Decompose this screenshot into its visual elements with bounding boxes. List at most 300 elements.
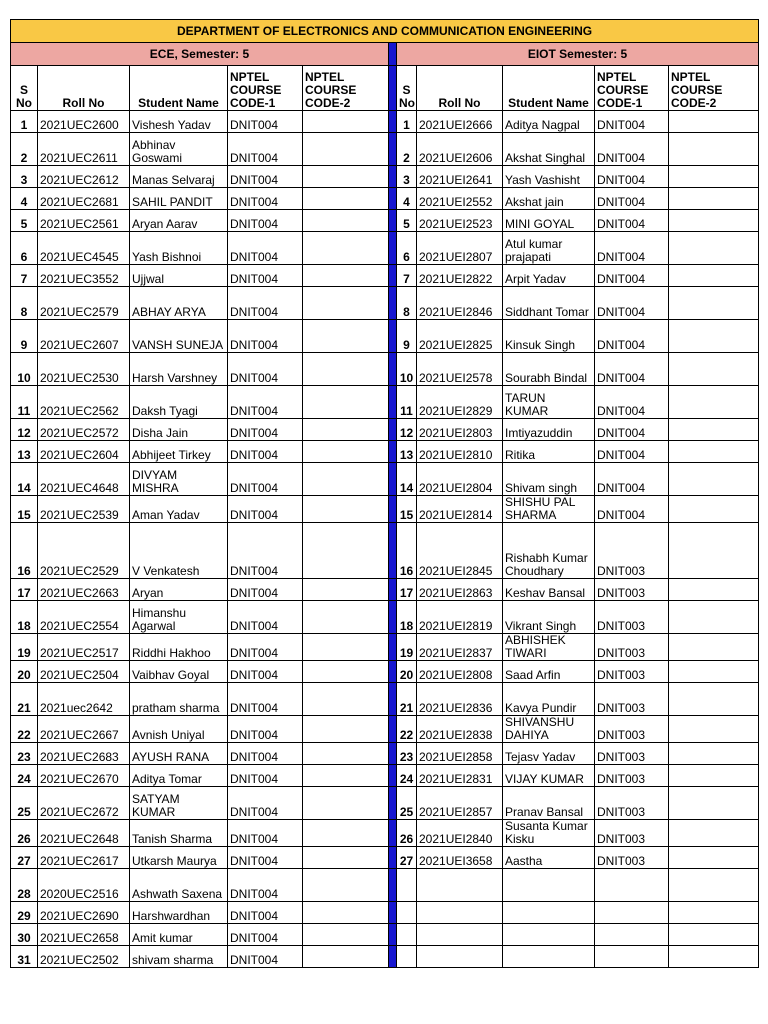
ece-student-name: DIVYAM MISHRA bbox=[130, 463, 228, 496]
eiot-course-code-1: DNIT004 bbox=[595, 419, 669, 441]
empty-cell bbox=[595, 946, 669, 968]
eiot-sno: 2 bbox=[397, 133, 417, 166]
eiot-sno-header: S No bbox=[397, 66, 417, 111]
table-row bbox=[11, 902, 759, 924]
ece-student-name: shivam sharma bbox=[130, 946, 228, 968]
eiot-code1-header: NPTEL COURSE CODE-1 bbox=[595, 66, 669, 111]
eiot-roll-no: 2021UEI2808 bbox=[417, 661, 503, 683]
eiot-student-name: Sourabh Bindal bbox=[503, 353, 595, 386]
ece-student-name: Daksh Tyagi bbox=[130, 386, 228, 419]
eiot-student-name: Siddhant Tomar bbox=[503, 287, 595, 320]
empty-cell bbox=[669, 902, 759, 924]
student-course-sheet bbox=[10, 19, 758, 968]
eiot-student-name: TARUN KUMAR bbox=[503, 386, 595, 419]
eiot-course-code-1: DNIT003 bbox=[595, 634, 669, 661]
eiot-course-code-2 bbox=[669, 265, 759, 287]
ece-course-code-2 bbox=[303, 166, 389, 188]
ece-course-code-2 bbox=[303, 441, 389, 463]
empty-cell bbox=[595, 902, 669, 924]
ece-course-code-2 bbox=[303, 661, 389, 683]
ece-sno: 30 bbox=[11, 924, 38, 946]
eiot-course-code-2 bbox=[669, 743, 759, 765]
ece-roll-no: 2021UEC2600 bbox=[38, 111, 130, 133]
ece-roll-no: 2021UEC4648 bbox=[38, 463, 130, 496]
ece-course-code-2 bbox=[303, 924, 389, 946]
eiot-student-name: SHIVANSHU DAHIYA bbox=[503, 716, 595, 743]
ece-course-code-2 bbox=[303, 847, 389, 869]
ece-course-code-1: DNIT004 bbox=[228, 287, 303, 320]
eiot-student-name: Shivam singh bbox=[503, 463, 595, 496]
ece-course-code-2 bbox=[303, 820, 389, 847]
ece-roll-no: 2021UEC2681 bbox=[38, 188, 130, 210]
eiot-roll-no: 2021UEI2807 bbox=[417, 232, 503, 265]
ece-course-code-2 bbox=[303, 188, 389, 210]
ece-course-code-1: DNIT004 bbox=[228, 579, 303, 601]
eiot-student-name: Kavya Pundir bbox=[503, 683, 595, 716]
eiot-sno: 13 bbox=[397, 441, 417, 463]
ece-course-code-2 bbox=[303, 946, 389, 968]
ece-course-code-2 bbox=[303, 111, 389, 133]
ece-course-code-2 bbox=[303, 716, 389, 743]
ece-course-code-1: DNIT004 bbox=[228, 133, 303, 166]
section-separator bbox=[389, 902, 397, 924]
ece-course-code-2 bbox=[303, 683, 389, 716]
eiot-course-code-2 bbox=[669, 523, 759, 579]
ece-sno: 18 bbox=[11, 601, 38, 634]
eiot-course-code-1: DNIT003 bbox=[595, 765, 669, 787]
section-separator bbox=[389, 683, 397, 716]
ece-roll-no: 2021UEC4545 bbox=[38, 232, 130, 265]
eiot-course-code-2 bbox=[669, 496, 759, 523]
section-separator bbox=[389, 924, 397, 946]
ece-sno: 10 bbox=[11, 353, 38, 386]
eiot-course-code-2 bbox=[669, 601, 759, 634]
ece-roll-no: 2021UEC2539 bbox=[38, 496, 130, 523]
table-row bbox=[11, 188, 759, 210]
section-separator bbox=[389, 869, 397, 902]
ece-roll-no: 2021UEC2504 bbox=[38, 661, 130, 683]
ece-student-name: Tanish Sharma bbox=[130, 820, 228, 847]
table-row bbox=[11, 287, 759, 320]
ece-sno: 7 bbox=[11, 265, 38, 287]
eiot-course-code-1: DNIT004 bbox=[595, 232, 669, 265]
eiot-semester-header: EIOT Semester: 5 bbox=[397, 43, 759, 66]
eiot-sno: 7 bbox=[397, 265, 417, 287]
empty-cell bbox=[503, 902, 595, 924]
section-separator bbox=[389, 820, 397, 847]
eiot-course-code-2 bbox=[669, 353, 759, 386]
table-row bbox=[11, 924, 759, 946]
eiot-roll-no: 2021UEI2858 bbox=[417, 743, 503, 765]
table-row bbox=[11, 847, 759, 869]
ece-sno: 4 bbox=[11, 188, 38, 210]
ece-student-name: Vishesh Yadav bbox=[130, 111, 228, 133]
ece-course-code-1: DNIT004 bbox=[228, 820, 303, 847]
ece-student-name: Yash Bishnoi bbox=[130, 232, 228, 265]
eiot-sno: 27 bbox=[397, 847, 417, 869]
eiot-course-code-1: DNIT004 bbox=[595, 188, 669, 210]
eiot-sno: 19 bbox=[397, 634, 417, 661]
eiot-sno: 10 bbox=[397, 353, 417, 386]
table-row bbox=[11, 634, 759, 661]
table-row bbox=[11, 869, 759, 902]
eiot-course-code-2 bbox=[669, 847, 759, 869]
table-row bbox=[11, 661, 759, 683]
eiot-course-code-1: DNIT004 bbox=[595, 441, 669, 463]
ece-roll-no: 2021UEC2617 bbox=[38, 847, 130, 869]
ece-sno: 11 bbox=[11, 386, 38, 419]
ece-sno: 27 bbox=[11, 847, 38, 869]
ece-course-code-2 bbox=[303, 287, 389, 320]
section-separator bbox=[389, 787, 397, 820]
eiot-roll-no: 2021UEI2831 bbox=[417, 765, 503, 787]
eiot-course-code-1: DNIT004 bbox=[595, 265, 669, 287]
eiot-roll-no: 2021UEI2846 bbox=[417, 287, 503, 320]
empty-cell bbox=[669, 946, 759, 968]
section-separator bbox=[389, 496, 397, 523]
ece-sno: 17 bbox=[11, 579, 38, 601]
section-separator bbox=[389, 133, 397, 166]
ece-sno: 6 bbox=[11, 232, 38, 265]
table-row bbox=[11, 166, 759, 188]
section-separator bbox=[389, 66, 397, 111]
ece-semester-header: ECE, Semester: 5 bbox=[11, 43, 389, 66]
table-row bbox=[11, 111, 759, 133]
ece-course-code-1: DNIT004 bbox=[228, 924, 303, 946]
section-separator bbox=[389, 188, 397, 210]
eiot-course-code-1: DNIT004 bbox=[595, 287, 669, 320]
ece-course-code-2 bbox=[303, 869, 389, 902]
ece-course-code-1: DNIT004 bbox=[228, 743, 303, 765]
ece-roll-no: 2021UEC2672 bbox=[38, 787, 130, 820]
empty-cell bbox=[397, 869, 417, 902]
eiot-course-code-2 bbox=[669, 820, 759, 847]
ece-student-name: Riddhi Hakhoo bbox=[130, 634, 228, 661]
ece-student-name: SAHIL PANDIT bbox=[130, 188, 228, 210]
eiot-roll-header: Roll No bbox=[417, 66, 503, 111]
ece-course-code-2 bbox=[303, 523, 389, 579]
eiot-sno: 20 bbox=[397, 661, 417, 683]
ece-sno: 13 bbox=[11, 441, 38, 463]
ece-sno: 9 bbox=[11, 320, 38, 353]
section-separator bbox=[389, 523, 397, 579]
ece-course-code-1: DNIT004 bbox=[228, 787, 303, 820]
eiot-course-code-1: DNIT004 bbox=[595, 111, 669, 133]
eiot-roll-no: 2021UEI2606 bbox=[417, 133, 503, 166]
ece-course-code-1: DNIT004 bbox=[228, 869, 303, 902]
eiot-student-name: SHISHU PAL SHARMA bbox=[503, 496, 595, 523]
eiot-roll-no: 2021UEI2836 bbox=[417, 683, 503, 716]
ece-sno-header: S No bbox=[11, 66, 38, 111]
table-row bbox=[11, 441, 759, 463]
eiot-student-name: ABHISHEK TIWARI bbox=[503, 634, 595, 661]
ece-student-name: Avnish Uniyal bbox=[130, 716, 228, 743]
eiot-roll-no: 2021UEI2845 bbox=[417, 523, 503, 579]
empty-cell bbox=[595, 924, 669, 946]
ece-course-code-2 bbox=[303, 232, 389, 265]
empty-cell bbox=[397, 902, 417, 924]
ece-student-name: Harsh Varshney bbox=[130, 353, 228, 386]
eiot-course-code-2 bbox=[669, 716, 759, 743]
section-separator bbox=[389, 232, 397, 265]
ece-roll-no: 2021UEC2611 bbox=[38, 133, 130, 166]
ece-sno: 31 bbox=[11, 946, 38, 968]
eiot-course-code-1: DNIT004 bbox=[595, 166, 669, 188]
ece-sno: 16 bbox=[11, 523, 38, 579]
eiot-roll-no: 2021UEI2804 bbox=[417, 463, 503, 496]
eiot-course-code-1: DNIT004 bbox=[595, 320, 669, 353]
eiot-roll-no: 2021UEI2837 bbox=[417, 634, 503, 661]
table-row bbox=[11, 601, 759, 634]
eiot-student-name: Yash Vashisht bbox=[503, 166, 595, 188]
section-separator bbox=[389, 210, 397, 232]
eiot-sno: 26 bbox=[397, 820, 417, 847]
ece-course-code-1: DNIT004 bbox=[228, 441, 303, 463]
table-row bbox=[11, 716, 759, 743]
column-header-row bbox=[11, 66, 759, 111]
ece-sno: 8 bbox=[11, 287, 38, 320]
ece-roll-no: 2021UEC2663 bbox=[38, 579, 130, 601]
ece-roll-no: 2021UEC3552 bbox=[38, 265, 130, 287]
eiot-roll-no: 2021UEI2819 bbox=[417, 601, 503, 634]
section-separator bbox=[389, 743, 397, 765]
ece-student-name: Harshwardhan bbox=[130, 902, 228, 924]
ece-sno: 22 bbox=[11, 716, 38, 743]
eiot-sno: 12 bbox=[397, 419, 417, 441]
ece-sno: 26 bbox=[11, 820, 38, 847]
ece-sno: 1 bbox=[11, 111, 38, 133]
eiot-course-code-2 bbox=[669, 579, 759, 601]
eiot-course-code-1: DNIT004 bbox=[595, 210, 669, 232]
eiot-sno: 17 bbox=[397, 579, 417, 601]
table-row bbox=[11, 579, 759, 601]
ece-roll-no: 2021UEC2612 bbox=[38, 166, 130, 188]
eiot-sno: 8 bbox=[397, 287, 417, 320]
ece-course-code-1: DNIT004 bbox=[228, 232, 303, 265]
ece-course-code-2 bbox=[303, 320, 389, 353]
ece-student-name: pratham sharma bbox=[130, 683, 228, 716]
eiot-roll-no: 2021UEI2803 bbox=[417, 419, 503, 441]
ece-course-code-2 bbox=[303, 787, 389, 820]
ece-sno: 2 bbox=[11, 133, 38, 166]
ece-roll-no: 2021UEC2683 bbox=[38, 743, 130, 765]
eiot-course-code-1: DNIT004 bbox=[595, 353, 669, 386]
eiot-roll-no: 2021UEI2641 bbox=[417, 166, 503, 188]
section-separator bbox=[389, 946, 397, 968]
course-allocation-table bbox=[10, 19, 759, 968]
ece-student-name: Aman Yadav bbox=[130, 496, 228, 523]
ece-course-code-1: DNIT004 bbox=[228, 765, 303, 787]
eiot-course-code-2 bbox=[669, 386, 759, 419]
eiot-course-code-1: DNIT003 bbox=[595, 787, 669, 820]
ece-sno: 29 bbox=[11, 902, 38, 924]
section-separator bbox=[389, 386, 397, 419]
ece-student-name: Aryan bbox=[130, 579, 228, 601]
ece-student-name: VANSH SUNEJA bbox=[130, 320, 228, 353]
table-row bbox=[11, 232, 759, 265]
ece-course-code-1: DNIT004 bbox=[228, 523, 303, 579]
eiot-course-code-1: DNIT003 bbox=[595, 716, 669, 743]
table-row bbox=[11, 353, 759, 386]
empty-cell bbox=[669, 869, 759, 902]
ece-roll-no: 2021UEC2502 bbox=[38, 946, 130, 968]
ece-student-name: Aryan Aarav bbox=[130, 210, 228, 232]
ece-course-code-2 bbox=[303, 133, 389, 166]
ece-course-code-1: DNIT004 bbox=[228, 902, 303, 924]
ece-course-code-2 bbox=[303, 419, 389, 441]
table-row bbox=[11, 820, 759, 847]
table-row bbox=[11, 133, 759, 166]
eiot-course-code-2 bbox=[669, 441, 759, 463]
ece-sno: 19 bbox=[11, 634, 38, 661]
ece-student-name: Ujjwal bbox=[130, 265, 228, 287]
eiot-student-name: MINI GOYAL bbox=[503, 210, 595, 232]
empty-cell bbox=[397, 924, 417, 946]
ece-student-name: Ashwath Saxena bbox=[130, 869, 228, 902]
ece-student-name: Amit kumar bbox=[130, 924, 228, 946]
ece-roll-no: 2021UEC2667 bbox=[38, 716, 130, 743]
ece-course-code-1: DNIT004 bbox=[228, 716, 303, 743]
empty-cell bbox=[417, 902, 503, 924]
section-separator bbox=[389, 463, 397, 496]
section-separator bbox=[389, 847, 397, 869]
eiot-sno: 3 bbox=[397, 166, 417, 188]
eiot-student-name: Arpit Yadav bbox=[503, 265, 595, 287]
ece-sno: 24 bbox=[11, 765, 38, 787]
section-separator bbox=[389, 353, 397, 386]
ece-name-header: Student Name bbox=[130, 66, 228, 111]
eiot-course-code-2 bbox=[669, 166, 759, 188]
ece-roll-no: 2020UEC2516 bbox=[38, 869, 130, 902]
eiot-roll-no: 2021UEI2829 bbox=[417, 386, 503, 419]
eiot-student-name: Rishabh Kumar Choudhary bbox=[503, 523, 595, 579]
eiot-student-name: Aditya Nagpal bbox=[503, 111, 595, 133]
table-row bbox=[11, 210, 759, 232]
eiot-course-code-2 bbox=[669, 661, 759, 683]
eiot-sno: 21 bbox=[397, 683, 417, 716]
eiot-course-code-1: DNIT003 bbox=[595, 661, 669, 683]
ece-course-code-2 bbox=[303, 496, 389, 523]
ece-course-code-2 bbox=[303, 743, 389, 765]
ece-course-code-1: DNIT004 bbox=[228, 463, 303, 496]
eiot-sno: 4 bbox=[397, 188, 417, 210]
eiot-course-code-1: DNIT004 bbox=[595, 463, 669, 496]
ece-sno: 14 bbox=[11, 463, 38, 496]
ece-sno: 15 bbox=[11, 496, 38, 523]
ece-student-name: Abhijeet Tirkey bbox=[130, 441, 228, 463]
eiot-roll-no: 2021UEI2822 bbox=[417, 265, 503, 287]
ece-student-name: ABHAY ARYA bbox=[130, 287, 228, 320]
empty-cell bbox=[503, 924, 595, 946]
eiot-student-name: Kinsuk Singh bbox=[503, 320, 595, 353]
table-row bbox=[11, 320, 759, 353]
ece-course-code-1: DNIT004 bbox=[228, 847, 303, 869]
section-separator bbox=[389, 716, 397, 743]
eiot-course-code-1: DNIT003 bbox=[595, 523, 669, 579]
eiot-roll-no: 2021UEI2838 bbox=[417, 716, 503, 743]
ece-roll-no: 2021UEC2530 bbox=[38, 353, 130, 386]
empty-cell bbox=[417, 869, 503, 902]
ece-roll-no: 2021UEC2690 bbox=[38, 902, 130, 924]
table-row bbox=[11, 523, 759, 579]
ece-sno: 25 bbox=[11, 787, 38, 820]
ece-course-code-1: DNIT004 bbox=[228, 946, 303, 968]
eiot-course-code-2 bbox=[669, 463, 759, 496]
eiot-roll-no: 2021UEI2825 bbox=[417, 320, 503, 353]
eiot-course-code-1: DNIT004 bbox=[595, 496, 669, 523]
eiot-roll-no: 2021UEI2578 bbox=[417, 353, 503, 386]
table-row bbox=[11, 463, 759, 496]
section-separator bbox=[389, 765, 397, 787]
eiot-roll-no: 2021UEI2552 bbox=[417, 188, 503, 210]
eiot-course-code-2 bbox=[669, 210, 759, 232]
ece-course-code-1: DNIT004 bbox=[228, 634, 303, 661]
ece-roll-no: 2021UEC2554 bbox=[38, 601, 130, 634]
eiot-sno: 23 bbox=[397, 743, 417, 765]
eiot-student-name: Tejasv Yadav bbox=[503, 743, 595, 765]
eiot-course-code-2 bbox=[669, 683, 759, 716]
section-separator bbox=[389, 287, 397, 320]
ece-sno: 21 bbox=[11, 683, 38, 716]
table-row bbox=[11, 683, 759, 716]
section-separator bbox=[389, 320, 397, 353]
empty-cell bbox=[669, 924, 759, 946]
ece-student-name: Aditya Tomar bbox=[130, 765, 228, 787]
section-separator bbox=[389, 634, 397, 661]
eiot-course-code-2 bbox=[669, 188, 759, 210]
eiot-roll-no: 2021UEI2523 bbox=[417, 210, 503, 232]
ece-course-code-1: DNIT004 bbox=[228, 496, 303, 523]
ece-course-code-2 bbox=[303, 386, 389, 419]
eiot-course-code-1: DNIT004 bbox=[595, 133, 669, 166]
eiot-course-code-1: DNIT003 bbox=[595, 601, 669, 634]
eiot-course-code-2 bbox=[669, 419, 759, 441]
eiot-student-name: Vikrant Singh bbox=[503, 601, 595, 634]
eiot-sno: 1 bbox=[397, 111, 417, 133]
ece-course-code-1: DNIT004 bbox=[228, 320, 303, 353]
eiot-student-name: Aastha bbox=[503, 847, 595, 869]
ece-roll-no: 2021UEC2561 bbox=[38, 210, 130, 232]
eiot-name-header: Student Name bbox=[503, 66, 595, 111]
empty-cell bbox=[397, 946, 417, 968]
table-row bbox=[11, 419, 759, 441]
ece-roll-no: 2021UEC2670 bbox=[38, 765, 130, 787]
eiot-sno: 16 bbox=[397, 523, 417, 579]
eiot-student-name: Susanta Kumar Kisku bbox=[503, 820, 595, 847]
ece-roll-no: 2021UEC2572 bbox=[38, 419, 130, 441]
eiot-course-code-1: DNIT003 bbox=[595, 683, 669, 716]
ece-course-code-1: DNIT004 bbox=[228, 166, 303, 188]
eiot-course-code-2 bbox=[669, 320, 759, 353]
ece-course-code-1: DNIT004 bbox=[228, 419, 303, 441]
eiot-roll-no: 2021UEI3658 bbox=[417, 847, 503, 869]
ece-student-name: AYUSH RANA bbox=[130, 743, 228, 765]
eiot-roll-no: 2021UEI2857 bbox=[417, 787, 503, 820]
eiot-roll-no: 2021UEI2863 bbox=[417, 579, 503, 601]
eiot-sno: 5 bbox=[397, 210, 417, 232]
eiot-student-name: Saad Arfin bbox=[503, 661, 595, 683]
ece-course-code-1: DNIT004 bbox=[228, 188, 303, 210]
ece-student-name: Disha Jain bbox=[130, 419, 228, 441]
eiot-student-name: Imtiyazuddin bbox=[503, 419, 595, 441]
eiot-roll-no: 2021UEI2814 bbox=[417, 496, 503, 523]
ece-code1-header: NPTEL COURSE CODE-1 bbox=[228, 66, 303, 111]
eiot-sno: 25 bbox=[397, 787, 417, 820]
section-separator bbox=[389, 601, 397, 634]
ece-course-code-1: DNIT004 bbox=[228, 111, 303, 133]
section-separator bbox=[389, 111, 397, 133]
ece-student-name: Manas Selvaraj bbox=[130, 166, 228, 188]
